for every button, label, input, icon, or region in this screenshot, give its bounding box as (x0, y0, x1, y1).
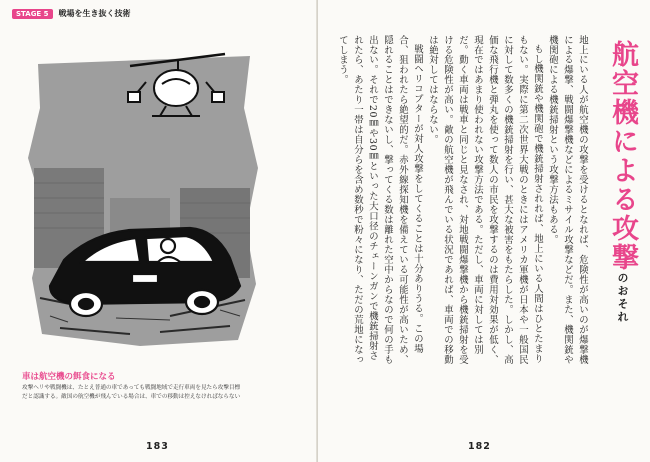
section-title-main: 航空機による攻撃 (607, 40, 638, 272)
section-title-suffix: のおそれ (616, 272, 629, 324)
caption-title: 車は航空機の餌食になる (22, 372, 116, 382)
caption-line: だと認識する。敵国の航空機が飛んでいる場合は、車での移動は控えなければならない (22, 394, 241, 400)
chapter-header (12, 8, 131, 19)
helicopter-car-illustration (20, 48, 265, 348)
caption-line: 攻撃ヘリや戦闘機は、たとえ普通の車であっても戦闘地域で走行車両を見たら攻撃目標 (22, 385, 241, 391)
left-page (0, 0, 318, 462)
paragraph: 戦闘ヘリコプターが対人攻撃をしてくることは十分ありうる。この場合、狙われたら絶望的だ。赤外線探知機を備えている可能性が高いため、隠れることはできないし、撃ってくる数は離れた空中からなので何の手も出ない。それで20㎜や30㎜といった大口径のチェーンガンで機銃掃射されたら、あたり一帯は自分らを含め数秒で粉々になり、ただの荒地になってしまう。 (337, 35, 423, 365)
body-text (337, 35, 590, 365)
right-page (318, 0, 650, 462)
stage-tag: STAGE 5 (12, 9, 53, 19)
paragraph: もし機関銃や機関砲で機銃掃射されれば、地上にいる人間はひとたまりもない。実際に第二次世界大戦のときにはアメリカ軍機が日本や一般国民に対して数多くの機銃掃射を行い、甚大な被害をもたらした。しかし、高価な飛行機と弾丸を使って数人の市民を攻撃するのは費用対効果が低く、現在ではあまり使われない攻撃方法である。ただし、車両に対しては別だ。動く車両は戦車と同じと見なされ、対地戦闘爆撃機から機銃掃射を受ける危険性が高い。敵の航空機が飛んでいる状況であれば、車両での移動は絶対してはならない。 (427, 35, 543, 365)
page-number-right: 182 (468, 441, 491, 452)
section-title (603, 40, 642, 324)
page-number-left: 183 (146, 441, 169, 452)
caption-body (22, 384, 284, 402)
paragraph: 地上にいる人が航空機の攻撃を受けるとなれば、危険性が高いのが爆撃機による爆撃、戦闘爆撃機などによるミサイル攻撃などだ。また、機関銃や機関砲による機銃掃射という攻撃方法もある。 (547, 35, 588, 365)
chapter-title: 戦場を生き抜く技術 (58, 9, 131, 18)
